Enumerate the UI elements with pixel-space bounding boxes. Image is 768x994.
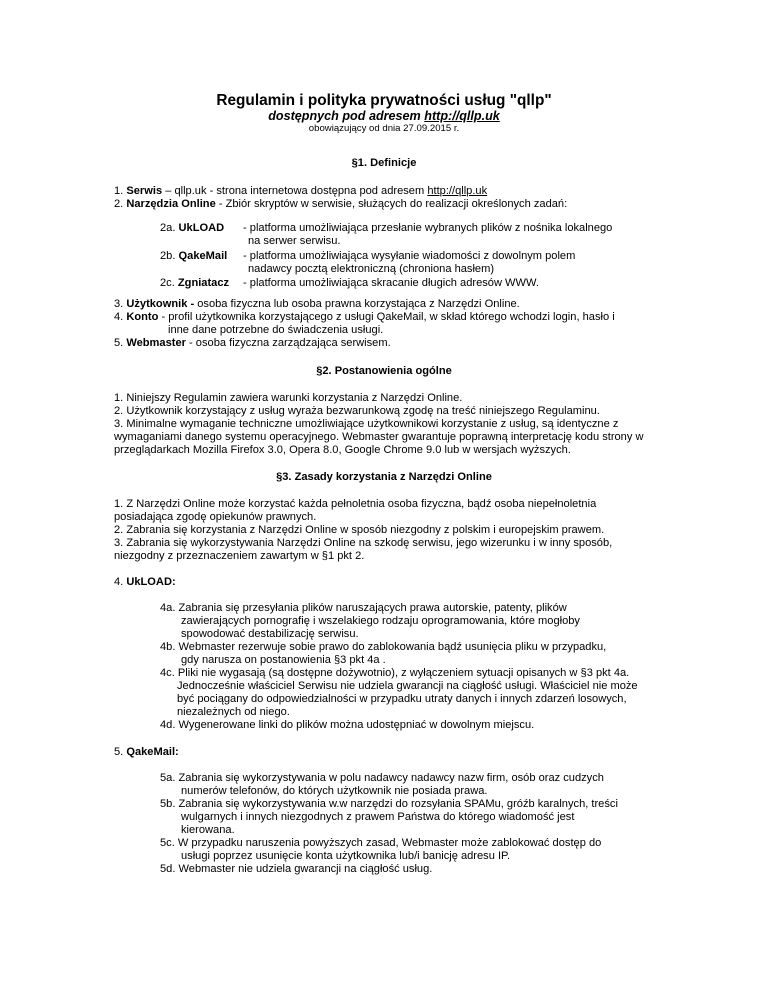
- s3-line: niezgodny z przeznaczeniem zawartym w §1 pkt 2.: [114, 550, 365, 562]
- ukload-line: gdy narusza on postanowienia §3 pkt 4a .: [181, 654, 386, 666]
- s2-line: 2. Użytkownik korzystający z usług wyraża bezwarunkową zgodę na treść niniejszego Regulaminu.: [114, 405, 600, 417]
- ukload-line: 4c. Pliki nie wygasają (są dostępne dożywotnio), z wyłączeniem sytuacji opisanych w §3 pkt 4a.: [160, 667, 630, 679]
- s3-line: 1. Z Narzędzi Online może korzystać każda pełnoletnia osoba fizyczna, bądź osoba niepełnoletnia: [114, 498, 597, 510]
- qakemail-line: 5d. Webmaster nie udziela gwarancji na ciągłość usług.: [160, 863, 433, 875]
- ukload-line: Jednocześnie właściciel Serwisu nie udziela gwarancji na ciągłość usługi. Właściciel nie może: [177, 680, 638, 692]
- qakemail-line: 5a. Zabrania się wykorzystywania w polu nadawcy nadawcy nazw firm, osób oraz cudzych: [160, 772, 604, 784]
- document-subtitle: [0, 109, 768, 124]
- subtitle-text: dostępnych pod adresem: [268, 109, 425, 123]
- definition-konto-cont: inne dane potrzebne do świadczenia usługi.: [168, 324, 384, 336]
- qakemail-line: wulgarnych i innych niezgodnych z prawem Państwa do którego wiadomość jest: [181, 811, 575, 823]
- s3-line: 2. Zabrania się korzystania z Narzędzi Online w sposób niezgodny z polskim i europejskim prawem.: [114, 524, 605, 536]
- definition-webmaster: 5. Webmaster - osoba fizyczna zarządzająca serwisem.: [114, 337, 391, 349]
- qakemail-line: usługi poprzez usunięcie konta użytkownika lub/i banicję adresu IP.: [181, 850, 511, 862]
- ukload-heading: 4. UkLOAD:: [114, 576, 176, 588]
- tool-qakemail-name: 2b. QakeMail: [160, 250, 228, 262]
- tool-ukload-desc: - platforma umożliwiająca przesłanie wybranych plików z nośnika lokalnego: [243, 222, 613, 234]
- s2-line: 3. Minimalne wymaganie techniczne umożliwiające użytkownikowi korzystanie z usług, są identyczne z: [114, 418, 619, 430]
- document-title: Regulamin i polityka prywatności usług "qllp": [216, 92, 552, 109]
- tool-qakemail-desc: - platforma umożliwiająca wysyłanie wiadomości z dowolnym polem: [243, 250, 576, 262]
- qakemail-heading: 5. QakeMail:: [114, 746, 179, 758]
- qakemail-line: numerów telefonów, do których użytkownik nie posiada prawa.: [181, 785, 488, 797]
- ukload-line: być pociągany do odpowiedzialności w przypadku utraty danych i innych zdarzeń losowych,: [177, 693, 627, 705]
- tool-ukload-name: 2a. UkLOAD: [160, 222, 225, 234]
- definition-serwis: 1. Serwis – qllp.uk - strona internetowa dostępna pod adresem http://qllp.uk: [114, 185, 488, 197]
- tool-zgniatacz-desc: - platforma umożliwiająca skracanie długich adresów WWW.: [243, 277, 539, 289]
- site-link[interactable]: http://qllp.uk: [424, 109, 500, 123]
- ukload-line: niezależnych od niego.: [177, 706, 290, 718]
- s3-line: posiadająca zgodę opiekunów prawnych.: [114, 511, 317, 523]
- qakemail-line: kierowana.: [181, 824, 235, 836]
- qakemail-line: 5b. Zabrania się wykorzystywania w.w narzędzi do rozsyłania SPAMu, gróźb karalnych, treści: [160, 798, 618, 810]
- s2-line: 1. Niniejszy Regulamin zawiera warunki korzystania z Narzędzi Online.: [114, 392, 463, 404]
- effective-date: obowiązujący od dnia 27.09.2015 r.: [308, 123, 460, 134]
- tool-ukload-desc-cont: na serwer serwisu.: [248, 235, 341, 247]
- definition-konto: 4. Konto - profil użytkownika korzystającego z usługi QakeMail, w skład którego wchodzi login, hasło i: [114, 311, 615, 323]
- s2-line: przeglądarkach Mozilla Firefox 3.0, Opera 8.0, Google Chrome 9.0 lub w wersjach wyższych.: [114, 444, 571, 456]
- ukload-line: zawierających pornografię i wszelakiego rodzaju oprogramowania, które mogłoby: [181, 615, 580, 627]
- definition-narzedzia: 2. Narzędzia Online - Zbiór skryptów w serwisie, służących do realizacji określonych zadań:: [114, 198, 568, 210]
- ukload-line: 4d. Wygenerowane linki do plików można udostępniać w dowolnym miejscu.: [160, 719, 535, 731]
- ukload-line: 4b. Webmaster rezerwuje sobie prawo do zablokowania bądź usunięcia pliku w przypadku,: [160, 641, 607, 653]
- section-2-heading: §2. Postanowienia ogólne: [316, 365, 452, 377]
- tool-zgniatacz-name: 2c. Zgniatacz: [160, 277, 230, 289]
- section-3-heading: §3. Zasady korzystania z Narzędzi Online: [276, 471, 492, 483]
- ukload-line: 4a. Zabrania się przesyłania plików naruszających prawa autorskie, patenty, plików: [160, 602, 567, 614]
- qakemail-line: 5c. W przypadku naruszenia powyższych zasad, Webmaster może zablokować dostęp do: [160, 837, 602, 849]
- ukload-line: spowodować destabilizację serwisu.: [181, 628, 359, 640]
- serwis-link[interactable]: http://qllp.uk: [427, 185, 488, 197]
- tool-qakemail-desc-cont: nadawcy pocztą elektroniczną (chroniona hasłem): [248, 263, 495, 275]
- section-1-heading: §1. Definicje: [351, 157, 417, 169]
- definition-uzytkownik: 3. Użytkownik - osoba fizyczna lub osoba prawna korzystająca z Narzędzi Online.: [114, 298, 520, 310]
- s3-line: 3. Zabrania się wykorzystywania Narzędzi Online na szkodę serwisu, jego wizerunku i w inny sposób,: [114, 537, 613, 549]
- s2-line: wymaganiami danego systemu operacyjnego. Webmaster gwarantuje poprawną interpretację kodu strony w: [114, 431, 644, 443]
